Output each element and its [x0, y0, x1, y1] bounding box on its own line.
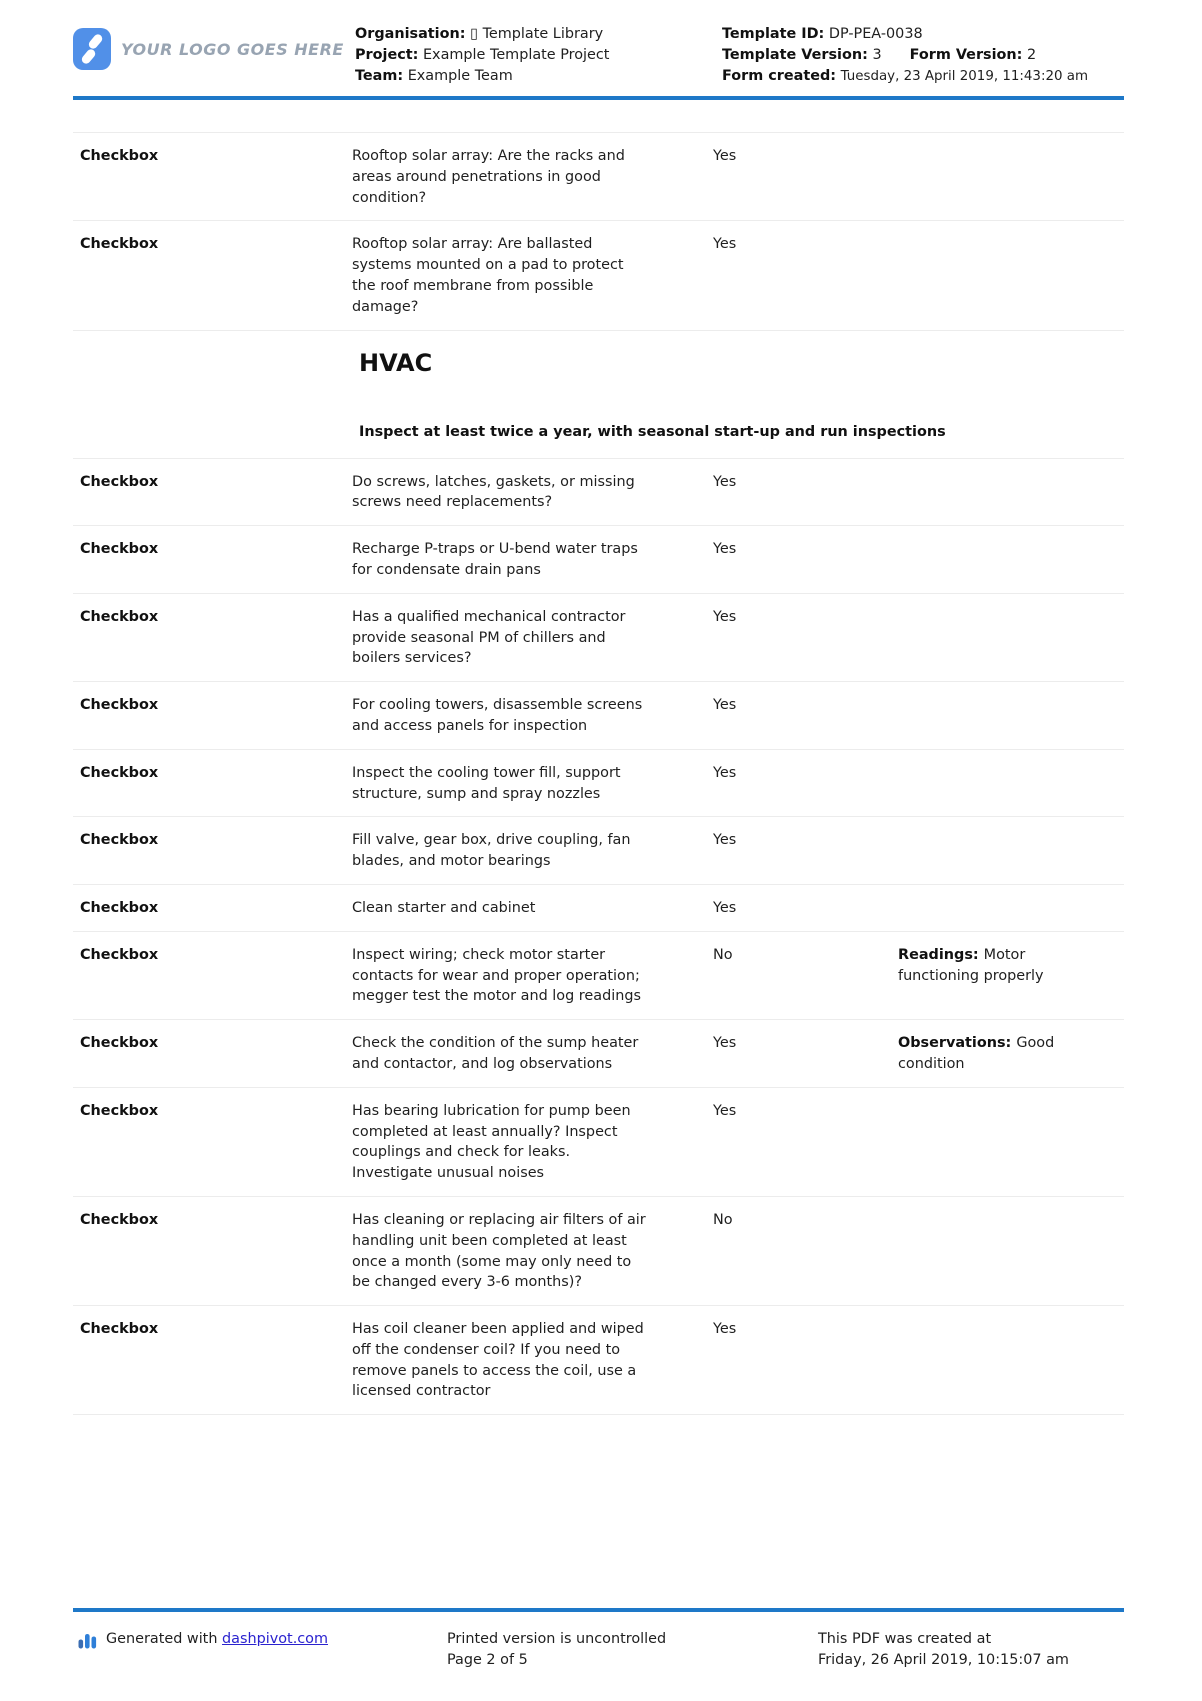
row-field-label: Checkbox: [80, 541, 159, 558]
team-label: Team:: [355, 68, 404, 84]
form-created-label: Form created:: [722, 68, 837, 84]
row-extra: [898, 945, 1124, 1007]
row-question: Has cleaning or replacing air filters of air handling unit been completed at least once a month (some may only need to be changed every 3-6 months)?: [352, 1211, 646, 1291]
table-row: [73, 750, 1124, 818]
form-created-line: [722, 66, 1124, 87]
row-question: Fill valve, gear box, drive coupling, fan blades, and motor bearings: [352, 832, 631, 870]
table-row: [73, 594, 1124, 682]
row-question: Inspect the cooling tower fill, support structure, sump and spray nozzles: [352, 764, 621, 802]
organisation-value: ▯ Template Library: [470, 26, 604, 42]
table-row: [73, 459, 1124, 527]
row-answer: Yes: [713, 148, 737, 164]
form-created-value: Tuesday, 23 April 2019, 11:43:20 am: [840, 69, 1088, 84]
table-row: [73, 885, 1124, 932]
team-line: [355, 66, 722, 87]
table-row: [73, 1197, 1124, 1306]
project-label: Project:: [355, 47, 419, 63]
table-row: [73, 932, 1124, 1020]
bar-chart-icon: [78, 1631, 97, 1650]
row-extra-value: Good condition: [898, 1035, 1055, 1072]
row-answer: Yes: [713, 473, 737, 490]
row-extra: [898, 695, 1124, 737]
organisation-label: Organisation:: [355, 26, 466, 42]
table-row: [73, 133, 1124, 221]
row-extra: [898, 898, 1124, 919]
row-extra: [898, 539, 1124, 581]
row-extra-label: Readings:: [898, 946, 979, 963]
row-answer: Yes: [713, 1035, 737, 1052]
row-answer: Yes: [713, 608, 737, 625]
row-extra-label: Observations:: [898, 1035, 1012, 1052]
row-question: Rooftop solar array: Are the racks and areas around penetrations in good condition?: [352, 148, 625, 206]
generated-with-text: Generated with dashpivot.com: [106, 1631, 329, 1647]
row-extra: [898, 763, 1124, 805]
row-question: Has coil cleaner been applied and wiped off the condenser coil? If you need to remove panels to access the coil, use a licensed contractor: [352, 1321, 644, 1400]
row-field-label: Checkbox: [80, 1102, 159, 1119]
template-version-value: 3: [872, 47, 882, 63]
row-question: Do screws, latches, gaskets, or missing screws need replacements?: [352, 473, 635, 511]
template-id-label: Template ID:: [722, 26, 825, 42]
template-id-line: [722, 24, 1124, 45]
row-answer: Yes: [713, 1321, 737, 1338]
organisation-line: [355, 24, 722, 45]
footer-created-info: [818, 1629, 1124, 1671]
row-field-label: Checkbox: [80, 764, 159, 781]
row-field-label: Checkbox: [80, 1321, 159, 1338]
row-field-label: Checkbox: [80, 236, 159, 253]
section-title: HVAC: [359, 348, 433, 377]
logo-placeholder-text: YOUR LOGO GOES HERE: [121, 39, 344, 59]
page-number: Page 2 of 5: [447, 1652, 528, 1668]
footer-generated: [73, 1629, 447, 1671]
row-extra: [898, 146, 1124, 208]
row-field-label: Checkbox: [80, 1035, 159, 1052]
row-extra: [898, 1319, 1124, 1402]
row-field-label: Checkbox: [80, 899, 159, 916]
footer-divider: [73, 1608, 1124, 1612]
row-answer: Yes: [713, 236, 737, 253]
team-value: Example Team: [407, 68, 513, 84]
form-version-value: 2: [1027, 47, 1037, 63]
header-divider: [73, 96, 1124, 100]
row-answer: Yes: [713, 899, 737, 916]
company-logo-icon: [73, 28, 111, 70]
template-version-label: Template Version:: [722, 47, 868, 63]
row-answer: Yes: [713, 832, 737, 849]
dashpivot-link[interactable]: dashpivot.com: [222, 1631, 329, 1647]
row-extra-value: Motor functioning properly: [898, 946, 1044, 984]
row-extra: [898, 607, 1124, 669]
row-question: Has bearing lubrication for pump been completed at least annually? Inspect couplings and check for leaks. Investigate unusual noises: [352, 1102, 631, 1182]
solar-checklist-table: [73, 132, 1124, 331]
row-question: Has a qualified mechanical contractor provide seasonal PM of chillers and boilers services?: [352, 608, 626, 667]
row-extra: [898, 830, 1124, 872]
footer-print-info: [447, 1629, 818, 1671]
row-extra: [898, 1210, 1124, 1293]
table-row: [73, 1088, 1124, 1197]
page-header: [73, 24, 1124, 87]
logo: [73, 24, 355, 70]
project-line: [355, 45, 722, 66]
template-id-value: DP-PEA-0038: [828, 26, 923, 42]
row-answer: Yes: [713, 541, 737, 558]
header-template-info: [722, 24, 1124, 87]
table-row: [73, 817, 1124, 885]
row-field-label: Checkbox: [80, 473, 159, 490]
row-answer: No: [713, 1211, 733, 1228]
row-answer: Yes: [713, 764, 737, 781]
row-field-label: Checkbox: [80, 946, 159, 963]
table-row: [73, 682, 1124, 750]
row-extra: [898, 472, 1124, 514]
row-field-label: Checkbox: [80, 1211, 159, 1228]
row-question: Inspect wiring; check motor starter contacts for wear and proper operation; megger test the motor and log readings: [352, 946, 641, 1005]
header-project-info: [355, 24, 722, 87]
row-extra: [898, 1101, 1124, 1184]
uncontrolled-notice: Printed version is uncontrolled: [447, 1631, 667, 1647]
table-row: [73, 1020, 1124, 1088]
row-answer: Yes: [713, 697, 737, 714]
row-field-label: Checkbox: [80, 148, 159, 164]
row-field-label: Checkbox: [80, 608, 159, 625]
row-question: For cooling towers, disassemble screens and access panels for inspection: [352, 697, 643, 734]
project-value: Example Template Project: [422, 47, 610, 63]
table-row: [73, 526, 1124, 594]
pdf-created-date: Friday, 26 April 2019, 10:15:07 am: [818, 1652, 1069, 1668]
pdf-created-label: This PDF was created at: [818, 1631, 992, 1647]
hvac-checklist-table: [73, 458, 1124, 1416]
form-version-label: Form Version:: [909, 47, 1023, 63]
row-question: Rooftop solar array: Are ballasted systems mounted on a pad to protect the roof membrane from possible damage?: [352, 236, 624, 315]
row-question: Clean starter and cabinet: [352, 899, 536, 916]
page-footer: [73, 1608, 1124, 1671]
table-row: [73, 221, 1124, 330]
row-extra: [898, 1033, 1124, 1075]
versions-line: [722, 45, 1124, 66]
row-answer: No: [713, 946, 733, 963]
table-row: [73, 1306, 1124, 1415]
section-subtitle: Inspect at least twice a year, with seasonal start-up and run inspections: [359, 423, 946, 440]
row-field-label: Checkbox: [80, 832, 159, 849]
row-question: Check the condition of the sump heater and contactor, and log observations: [352, 1035, 639, 1072]
row-field-label: Checkbox: [80, 697, 159, 714]
row-answer: Yes: [713, 1102, 737, 1119]
row-question: Recharge P-traps or U-bend water traps for condensate drain pans: [352, 541, 638, 578]
row-extra: [898, 234, 1124, 317]
